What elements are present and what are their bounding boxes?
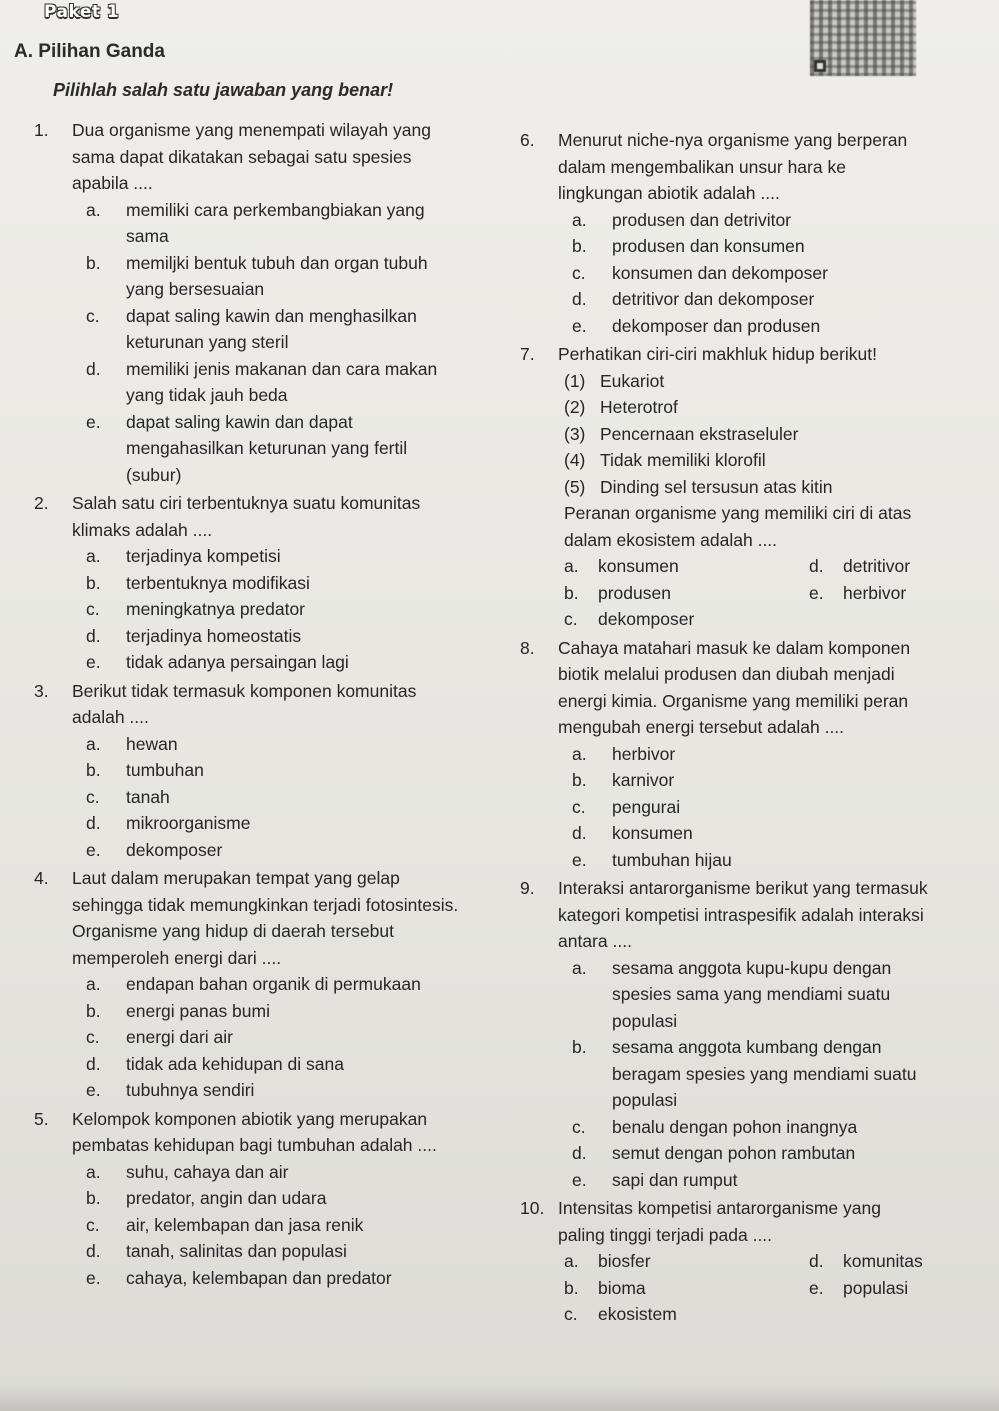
answer-option[interactable]: e. sapi dan rumput	[572, 1169, 738, 1190]
question-stem: Berikut tidak termasuk komponen komunitas adalah ....	[72, 680, 417, 727]
answer-option[interactable]: a. sesama anggota kupu-kupu dengan spesies sama yang mendiami suatu populasi	[572, 957, 892, 1031]
question-1	[34, 117, 464, 488]
answer-option[interactable]: c. ekosistem	[564, 1304, 677, 1324]
answer-option[interactable]: c. benalu dengan pohon inangnya	[572, 1116, 858, 1137]
list-item: (3) Pencernaan ekstraseluler	[564, 423, 799, 444]
page-bottom-shadow	[0, 1385, 999, 1411]
answer-option[interactable]: b. bioma	[564, 1277, 646, 1298]
question-6	[520, 127, 930, 339]
answer-option[interactable]: d. terjadinya homeostatis	[86, 625, 302, 646]
answer-option[interactable]: e. dekomposer dan produsen	[572, 315, 821, 336]
answer-option[interactable]: b. memiljki bentuk tubuh dan organ tubuh yang bersesuaian	[86, 252, 428, 299]
answer-option[interactable]: c. dekomposer	[564, 609, 695, 629]
answer-option[interactable]: b. produsen dan konsumen	[572, 236, 805, 256]
question-stem: Interaksi antarorganisme berikut yang termasuk kategori kompetisi intraspesifik adalah interaksi antara ....	[558, 878, 928, 951]
answer-option[interactable]: d. detritivor	[809, 556, 911, 576]
question-10	[520, 1195, 930, 1328]
answer-option[interactable]: d. semut dengan pohon rambutan	[572, 1143, 856, 1163]
question-number: 5.	[34, 1108, 49, 1129]
list-item: (5) Dinding sel tersusun atas kitin	[564, 476, 833, 497]
question-number: 8.	[520, 637, 535, 658]
question-stem: Laut dalam merupakan tempat yang gelap sehingga tidak memungkinkan terjadi fotosintesis. Organisme yang hidup di daerah tersebut memperoleh energi dari ....	[72, 868, 459, 968]
question-7	[520, 341, 930, 633]
answer-option[interactable]: a. hewan	[86, 733, 178, 754]
answer-option[interactable]: b. tumbuhan	[86, 760, 204, 780]
answer-option[interactable]: b. sesama anggota kumbang dengan beragam spesies yang mendiami suatu populasi	[572, 1037, 917, 1110]
answer-option[interactable]: c. pengurai	[572, 796, 681, 817]
answer-option[interactable]: b. terbentuknya modifikasi	[86, 572, 310, 593]
qr-code-icon	[810, 0, 916, 76]
question-number: 2.	[34, 493, 49, 513]
answer-option[interactable]: a. terjadinya kompetisi	[86, 546, 281, 566]
answer-option[interactable]: c. meningkatnya predator	[86, 599, 305, 619]
question-number: 7.	[520, 344, 535, 364]
question-9	[520, 875, 930, 1193]
question-number: 9.	[520, 878, 535, 898]
answer-option[interactable]: a. memiliki cara perkembangbiakan yang sama	[86, 199, 425, 246]
question-stem: Salah satu ciri terbentuknya suatu komunitas klimaks adalah ....	[72, 493, 421, 540]
answer-option[interactable]: d. tidak ada kehidupan di sana	[86, 1053, 344, 1074]
answer-option[interactable]: d. konsumen	[572, 823, 693, 843]
answer-option[interactable]: b. produsen	[564, 582, 671, 603]
question-stem: Perhatikan ciri-ciri makhluk hidup berikut!	[558, 344, 878, 364]
answer-option[interactable]: d. detritivor dan dekomposer	[572, 289, 815, 309]
section-title: A. Pilihan Ganda	[14, 41, 165, 62]
question-number: 3.	[34, 680, 49, 701]
right-column	[520, 127, 930, 1330]
question-number: 1.	[34, 120, 49, 140]
answer-option[interactable]: e. populasi	[809, 1277, 909, 1298]
answer-option[interactable]: e. dapat saling kawin dan dapat mengahasilkan keturunan yang fertil (subur)	[86, 411, 408, 485]
answer-option[interactable]: a. biosfer	[564, 1251, 651, 1271]
answer-option[interactable]: b. energi panas bumi	[86, 1000, 270, 1021]
options-grid	[564, 1248, 930, 1328]
answer-option[interactable]: d. mikroorganisme	[86, 813, 251, 833]
question-stem: Kelompok komponen abiotik yang merupakan pembatas kehidupan bagi tumbuhan adalah ....	[72, 1108, 437, 1155]
options-grid	[564, 553, 930, 633]
package-badge: Paket 1	[44, 2, 120, 22]
question-stem: Menurut niche-nya organisme yang berperan dalam mengembalikan unsur hara ke lingkungan abiotik adalah ....	[558, 130, 908, 203]
question-stem: Intensitas kompetisi antarorganisme yang paling tinggi terjadi pada ....	[558, 1198, 881, 1245]
question-number: 4.	[34, 868, 49, 888]
answer-option[interactable]: d. tanah, salinitas dan populasi	[86, 1241, 347, 1261]
list-item: (2) Heterotrof	[564, 397, 678, 417]
answer-option[interactable]: e. herbivor	[809, 582, 907, 603]
left-column	[34, 117, 464, 1293]
question-3	[34, 678, 464, 864]
instruction-text: Pilihlah salah satu jawaban yang benar!	[53, 80, 394, 100]
answer-option[interactable]: b. karnivor	[572, 770, 675, 790]
question-stem: Dua organisme yang menempati wilayah yang sama dapat dikatakan sebagai satu spesies apabila ....	[72, 120, 431, 193]
list-item: (4) Tidak memiliki klorofil	[564, 450, 766, 470]
answer-option[interactable]: d. komunitas	[809, 1251, 923, 1271]
question-8	[520, 635, 930, 874]
list-item: (1) Eukariot	[564, 370, 665, 391]
answer-option[interactable]: a. herbivor	[572, 743, 676, 764]
answer-option[interactable]: e. tubuhnya sendiri	[86, 1080, 255, 1100]
answer-option[interactable]: c. dapat saling kawin dan menghasilkan keturunan yang steril	[86, 305, 417, 352]
answer-option[interactable]: a. suhu, cahaya dan air	[86, 1161, 289, 1182]
answer-option[interactable]: c. konsumen dan dekomposer	[572, 262, 828, 283]
answer-option[interactable]: e. tumbuhan hijau	[572, 849, 732, 870]
qr-finder-icon	[814, 60, 826, 72]
answer-option[interactable]: e. tidak adanya persaingan lagi	[86, 652, 349, 672]
question-5	[34, 1106, 464, 1292]
answer-option[interactable]: c. air, kelembapan dan jasa renik	[86, 1214, 364, 1235]
answer-option[interactable]: c. energi dari air	[86, 1027, 233, 1047]
answer-option[interactable]: c. tanah	[86, 786, 170, 807]
answer-option[interactable]: d. memiliki jenis makanan dan cara makan yang tidak jauh beda	[86, 358, 438, 405]
answer-option[interactable]: a. endapan bahan organik di permukaan	[86, 974, 421, 994]
question-stem: Cahaya matahari masuk ke dalam komponen biotik melalui produsen dan diubah menjadi energi kimia. Organisme yang memiliki peran mengubah energi tersebut adalah ....	[558, 637, 911, 737]
answer-option[interactable]: a. konsumen	[564, 556, 679, 576]
question-number: 6.	[520, 130, 535, 150]
answer-option[interactable]: a. produsen dan detrivitor	[572, 209, 791, 230]
question-2	[34, 490, 464, 676]
answer-option[interactable]: b. predator, angin dan udara	[86, 1188, 327, 1208]
answer-option[interactable]: e. dekomposer	[86, 839, 223, 860]
question-number: 10.	[520, 1198, 545, 1218]
answer-option[interactable]: e. cahaya, kelembapan dan predator	[86, 1267, 392, 1288]
question-followup: Peranan organisme yang memiliki ciri di atas dalam ekosistem adalah ....	[564, 503, 912, 550]
question-4	[34, 865, 464, 1104]
